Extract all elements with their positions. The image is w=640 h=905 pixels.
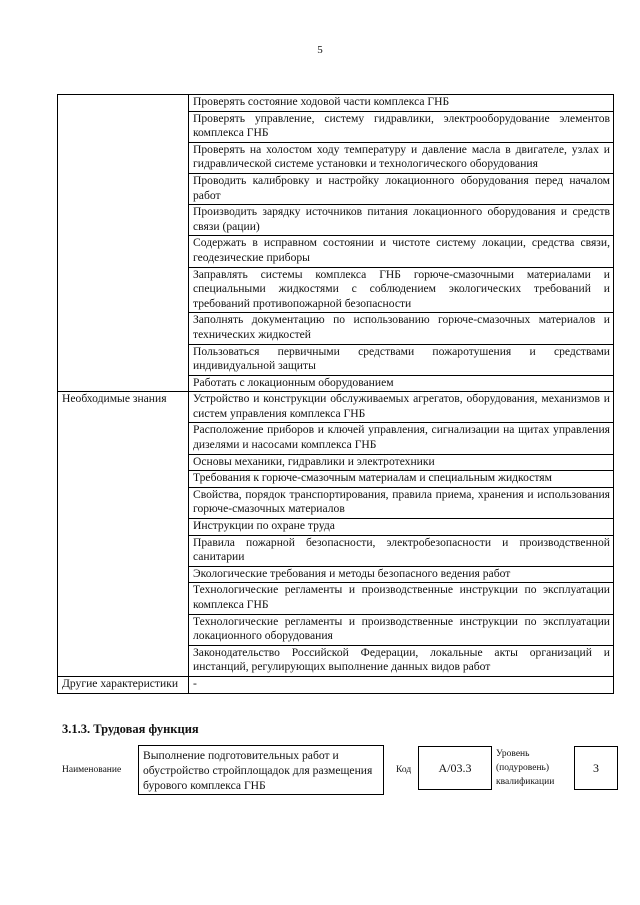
table-cell-item: Расположение приборов и ключей управления, сигнализации на щитах управления дизелями и насосами комплекса ГНБ bbox=[189, 423, 614, 454]
function-info-row bbox=[62, 745, 622, 801]
qualification-level-box: 3 bbox=[574, 746, 618, 790]
table-cell-item: Проводить калибровку и настройку локационного оборудования перед началом работ bbox=[189, 173, 614, 204]
section-label bbox=[58, 95, 189, 392]
code-label: Код bbox=[396, 765, 412, 775]
table-cell-item: Заправлять системы комплекса ГНБ горюче-смазочными материалами и специальными жидкостями с соблюдением экологических требований и требований противопожарной безопасности bbox=[189, 267, 614, 313]
table-cell-item: Технологические регламенты и производственные инструкции по эксплуатации локационного оборудования bbox=[189, 614, 614, 645]
table-cell-item: Технологические регламенты и производственные инструкции по эксплуатации комплекса ГНБ bbox=[189, 583, 614, 614]
table-cell-item: - bbox=[189, 676, 614, 693]
table-cell-item: Содержать в исправном состоянии и чистоте систему локации, средства связи, геодезические приборы bbox=[189, 236, 614, 267]
table-cell-item: Заполнять документацию по использованию горюче-смазочных материалов и технических жидкостей bbox=[189, 313, 614, 344]
function-code-box: А/03.3 bbox=[418, 746, 492, 790]
table-cell-item: Основы механики, гидравлики и электротехники bbox=[189, 454, 614, 471]
function-name-box: Выполнение подготовительных работ и обустройство стройплощадок для размещения бурового комплекса ГНБ bbox=[138, 745, 384, 795]
table-cell-item: Правила пожарной безопасности, электробезопасности и производственной санитарии bbox=[189, 535, 614, 566]
table-cell-item: Проверять на холостом ходу температуру и давление масла в двигателе, узлах и гидравлической системе установки и технологического оборудования bbox=[189, 142, 614, 173]
section-label: Необходимые знания bbox=[58, 392, 189, 677]
table-cell-item: Проверять управление, систему гидравлики, электрооборудование элементов комплекса ГНБ bbox=[189, 111, 614, 142]
table-cell-item: Производить зарядку источников питания локационного оборудования и средств связи (рации) bbox=[189, 205, 614, 236]
table-cell-item: Работать с локационным оборудованием bbox=[189, 375, 614, 392]
table-cell-item: Пользоваться первичными средствами пожаротушения и средствами индивидуальной защиты bbox=[189, 344, 614, 375]
table-row bbox=[58, 392, 614, 423]
table-cell-item: Инструкции по охране труда bbox=[189, 519, 614, 536]
table-cell-item: Экологические требования и методы безопасного ведения работ bbox=[189, 566, 614, 583]
table-row bbox=[58, 676, 614, 693]
level-label bbox=[496, 747, 554, 789]
level-label-line-3: квалификации bbox=[496, 777, 555, 787]
table-cell-item: Свойства, порядок транспортирования, правила приема, хранения и использования горюче-смазочных материалов bbox=[189, 487, 614, 518]
table-cell-item: Устройство и конструкции обслуживаемых агрегатов, оборудования, механизмов и систем управления комплекса ГНБ bbox=[189, 392, 614, 423]
level-label-line-2: (подуровень) bbox=[496, 763, 550, 773]
table-cell-item: Требования к горюче-смазочным материалам и специальным жидкостям bbox=[189, 471, 614, 488]
table-cell-item: Проверять состояние ходовой части комплекса ГНБ bbox=[189, 95, 614, 112]
function-heading: 3.1.3. Трудовая функция bbox=[62, 722, 199, 736]
section-label: Другие характеристики bbox=[58, 676, 189, 693]
skills-table-body bbox=[58, 95, 614, 694]
page-number: 5 bbox=[317, 44, 323, 56]
skills-table bbox=[57, 94, 614, 694]
name-label: Наименование bbox=[62, 765, 122, 775]
table-row bbox=[58, 95, 614, 112]
table-cell-item: Законодательство Российской Федерации, локальные акты организаций и инстанций, регулирующих выполнение данных видов работ bbox=[189, 645, 614, 676]
level-label-line-1: Уровень bbox=[496, 749, 530, 759]
